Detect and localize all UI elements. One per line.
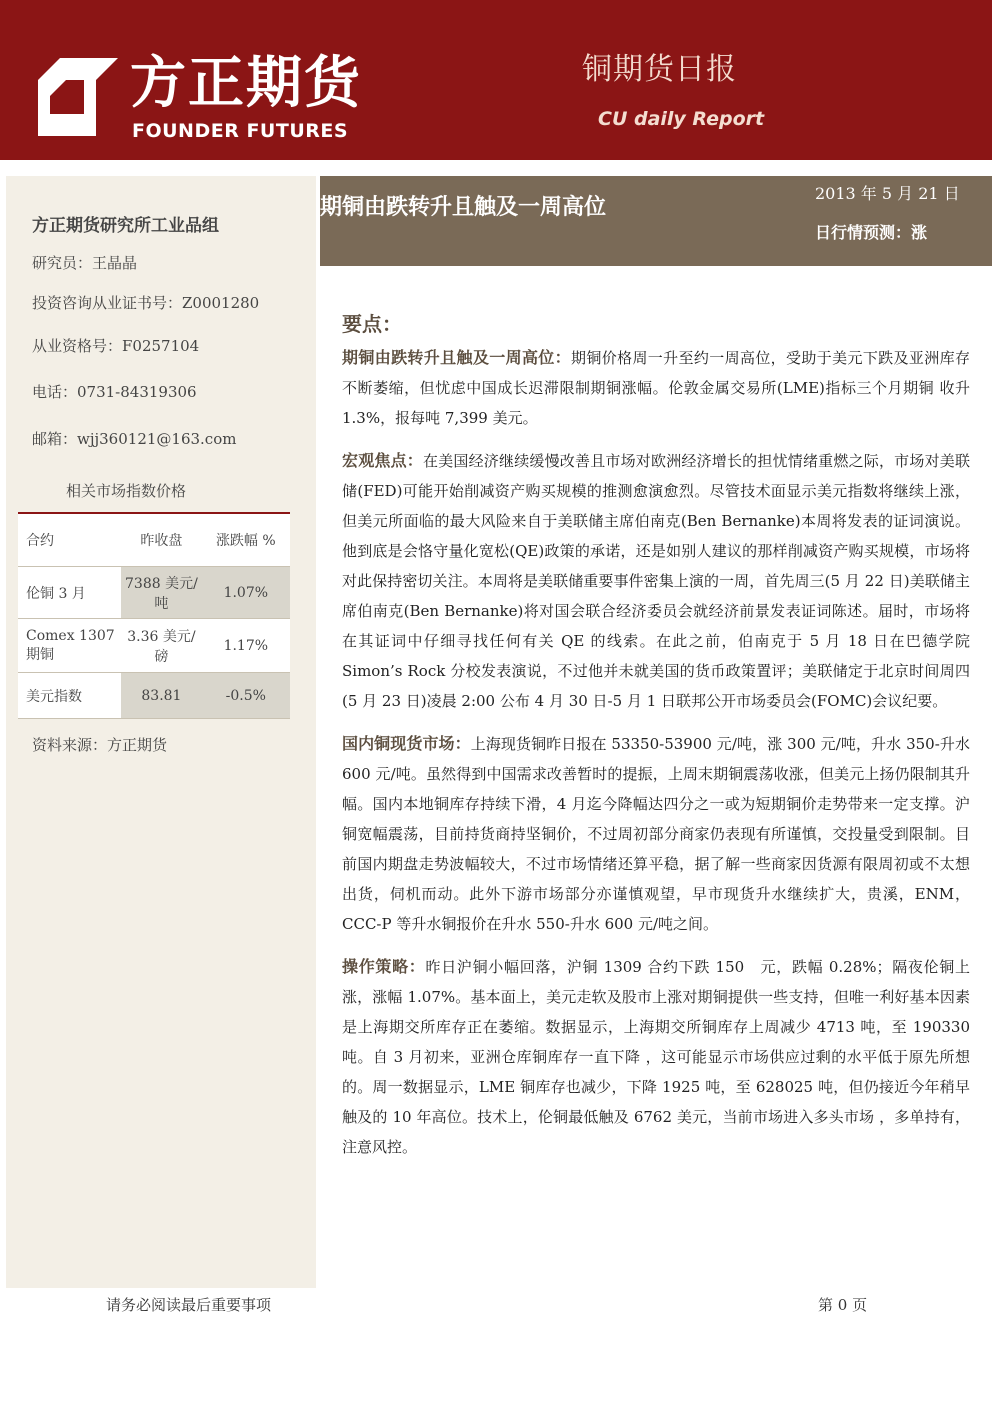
page-number: 第 0 页: [818, 1296, 868, 1314]
section-paragraph: [342, 729, 970, 939]
section-paragraph: [342, 952, 970, 1162]
researcher-name: 研究员：王晶晶: [32, 254, 138, 272]
research-group: 方正期货研究所工业品组: [32, 216, 219, 236]
license-number: 投资咨询从业证书号：Z0001280: [32, 294, 260, 312]
report-date: 2013 年 5 月 21 日: [815, 184, 960, 203]
report-title-english: CU daily Report: [598, 108, 765, 130]
row-change: 1.17%: [202, 619, 290, 673]
qualification-number: 从业资格号：F0257104: [32, 337, 200, 355]
section-text: 昨日沪铜小幅回落，沪铜 1309 合约下跌 150 元，跌幅 0.28%；隔夜伦铜上涨，涨幅 1.07%。基本面上，美元走软及股市上涨对期铜提供一些支持，但唯一利好基本因素是上海期交所库存正在萎缩。数据显示，上海期交所铜库存上周减少 4713 吨，至 190330 吨。自 3 月初来，亚洲仓库铜库存一直下降 ，这可能显示市场供应过剩的水平低于原先所想的。周一数据显示，LME 铜库存也减少，下降 1925 吨，至 628025 吨，但仍接近今年稍早触及的 10 年高位。技术上，伦铜最低触及 6762 美元，当前市场进入多头市场 ，多单持有，注意风控。: [342, 958, 970, 1156]
report-header: [0, 0, 992, 160]
row-contract: 伦铜 3 月: [18, 567, 121, 619]
row-change: -0.5%: [202, 673, 290, 719]
key-points-title: 要点：: [342, 312, 402, 336]
market-index-table: [18, 512, 290, 719]
table-row: [18, 567, 290, 619]
main-content: [342, 308, 970, 1175]
row-contract: 美元指数: [18, 673, 121, 719]
section-paragraph: [342, 343, 970, 433]
footer-notice: 请务必阅读最后重要事项: [106, 1296, 272, 1314]
row-change: 1.07%: [202, 567, 290, 619]
column-header-contract: 合约: [18, 513, 121, 567]
phone-number: 电话：0731-84319306: [32, 383, 197, 401]
table-header-row: [18, 513, 290, 567]
market-table-title: 相关市场指数价格: [66, 482, 187, 500]
section-paragraph: [342, 446, 970, 716]
section-text: 在美国经济继续缓慢改善且市场对欧洲经济增长的担忧情绪重燃之际，市场对美联储(FED)可能开始削减资产购买规模的推测愈演愈烈。尽管技术面显示美元指数将继续上涨，但美元所面临的最大风险来自于美联储主席伯南克(Ben Bernanke)本周将发表的证词演说。他到底是会恪守量化宽松(QE)政策的承诺，还是如别人建议的那样削减资产购买规模，市场将对此保持密切关注。本周将是美联储重要事件密集上演的一周，首先周三(5 月 22 日)美联储主席伯南克(Ben Bernanke)将对国会联合经济委员会就经济前景发表证词陈述。届时，市场将在其证词中仔细寻找任何有关 QE 的线索。在此之前，伯南克于 5 月 18 日在巴德学院 Simon’s Rock 分校发表演说，不过他并未就美国的货币政策置评；美联储定于北京时间周四(5 月 23 日)凌晨 2:00 公布 4 月 30 日-5 月 1 日联邦公开市场委员会(FOMC)会议纪要。: [342, 452, 970, 710]
logo-chinese-name: 方正期货: [130, 51, 362, 116]
row-close: 83.81: [121, 673, 201, 719]
email-address: 邮箱：wjj360121@163.com: [32, 430, 237, 448]
section-lead: 宏观焦点：: [342, 451, 423, 470]
row-close: 7388 美元/吨: [121, 567, 201, 619]
row-contract: Comex 1307 期铜: [18, 619, 121, 673]
row-close: 3.36 美元/磅: [121, 619, 201, 673]
daily-forecast: 日行情预测：涨: [815, 223, 928, 242]
logo-english-name: FOUNDER FUTURES: [132, 120, 349, 142]
section-lead: 国内铜现货市场：: [342, 734, 471, 753]
table-row: [18, 673, 290, 719]
column-header-change: 涨跌幅 %: [202, 513, 290, 567]
section-lead: 期铜由跌转升且触及一周高位：: [342, 348, 572, 367]
report-title-chinese: 铜期货日报: [582, 52, 737, 87]
table-row: [18, 619, 290, 673]
section-text: 期铜价格周一升至约一周高位，受助于美元下跌及亚洲库存不断萎缩，但忧虑中国成长迟滞限制期铜涨幅。伦敦金属交易所(LME)指标三个月期铜 收升 1.3%，报每吨 7,399 美元。: [342, 349, 970, 427]
column-header-close: 昨收盘: [121, 513, 201, 567]
section-text: 上海现货铜昨日报在 53350-53900 元/吨，涨 300 元/吨，升水 350-升水 600 元/吨。虽然得到中国需求改善暂时的提振，上周末期铜震荡收涨，但美元上扬仍限制其升幅。国内本地铜库存持续下滑，4 月迄今降幅达四分之一或为短期铜价走势带来一定支撑。沪铜宽幅震荡，目前持货商持坚铜价，不过周初部分商家仍表现有所谨慎，交投量受到限制。目前国内期盘走势波幅较大，不过市场情绪还算平稳，据了解一些商家因货源有限周初或不太想出货，伺机而动。此外下游市场部分亦谨慎观望，早市现货升水继续扩大，贵溪，ENM，CCC-P 等升水铜报价在升水 550-升水 600 元/吨之间。: [342, 735, 970, 933]
founder-logo-icon: [38, 56, 118, 136]
headline: 期铜由跌转升且触及一周高位: [320, 195, 607, 220]
data-source: 资料来源：方正期货: [32, 736, 168, 754]
section-lead: 操作策略：: [342, 957, 426, 976]
